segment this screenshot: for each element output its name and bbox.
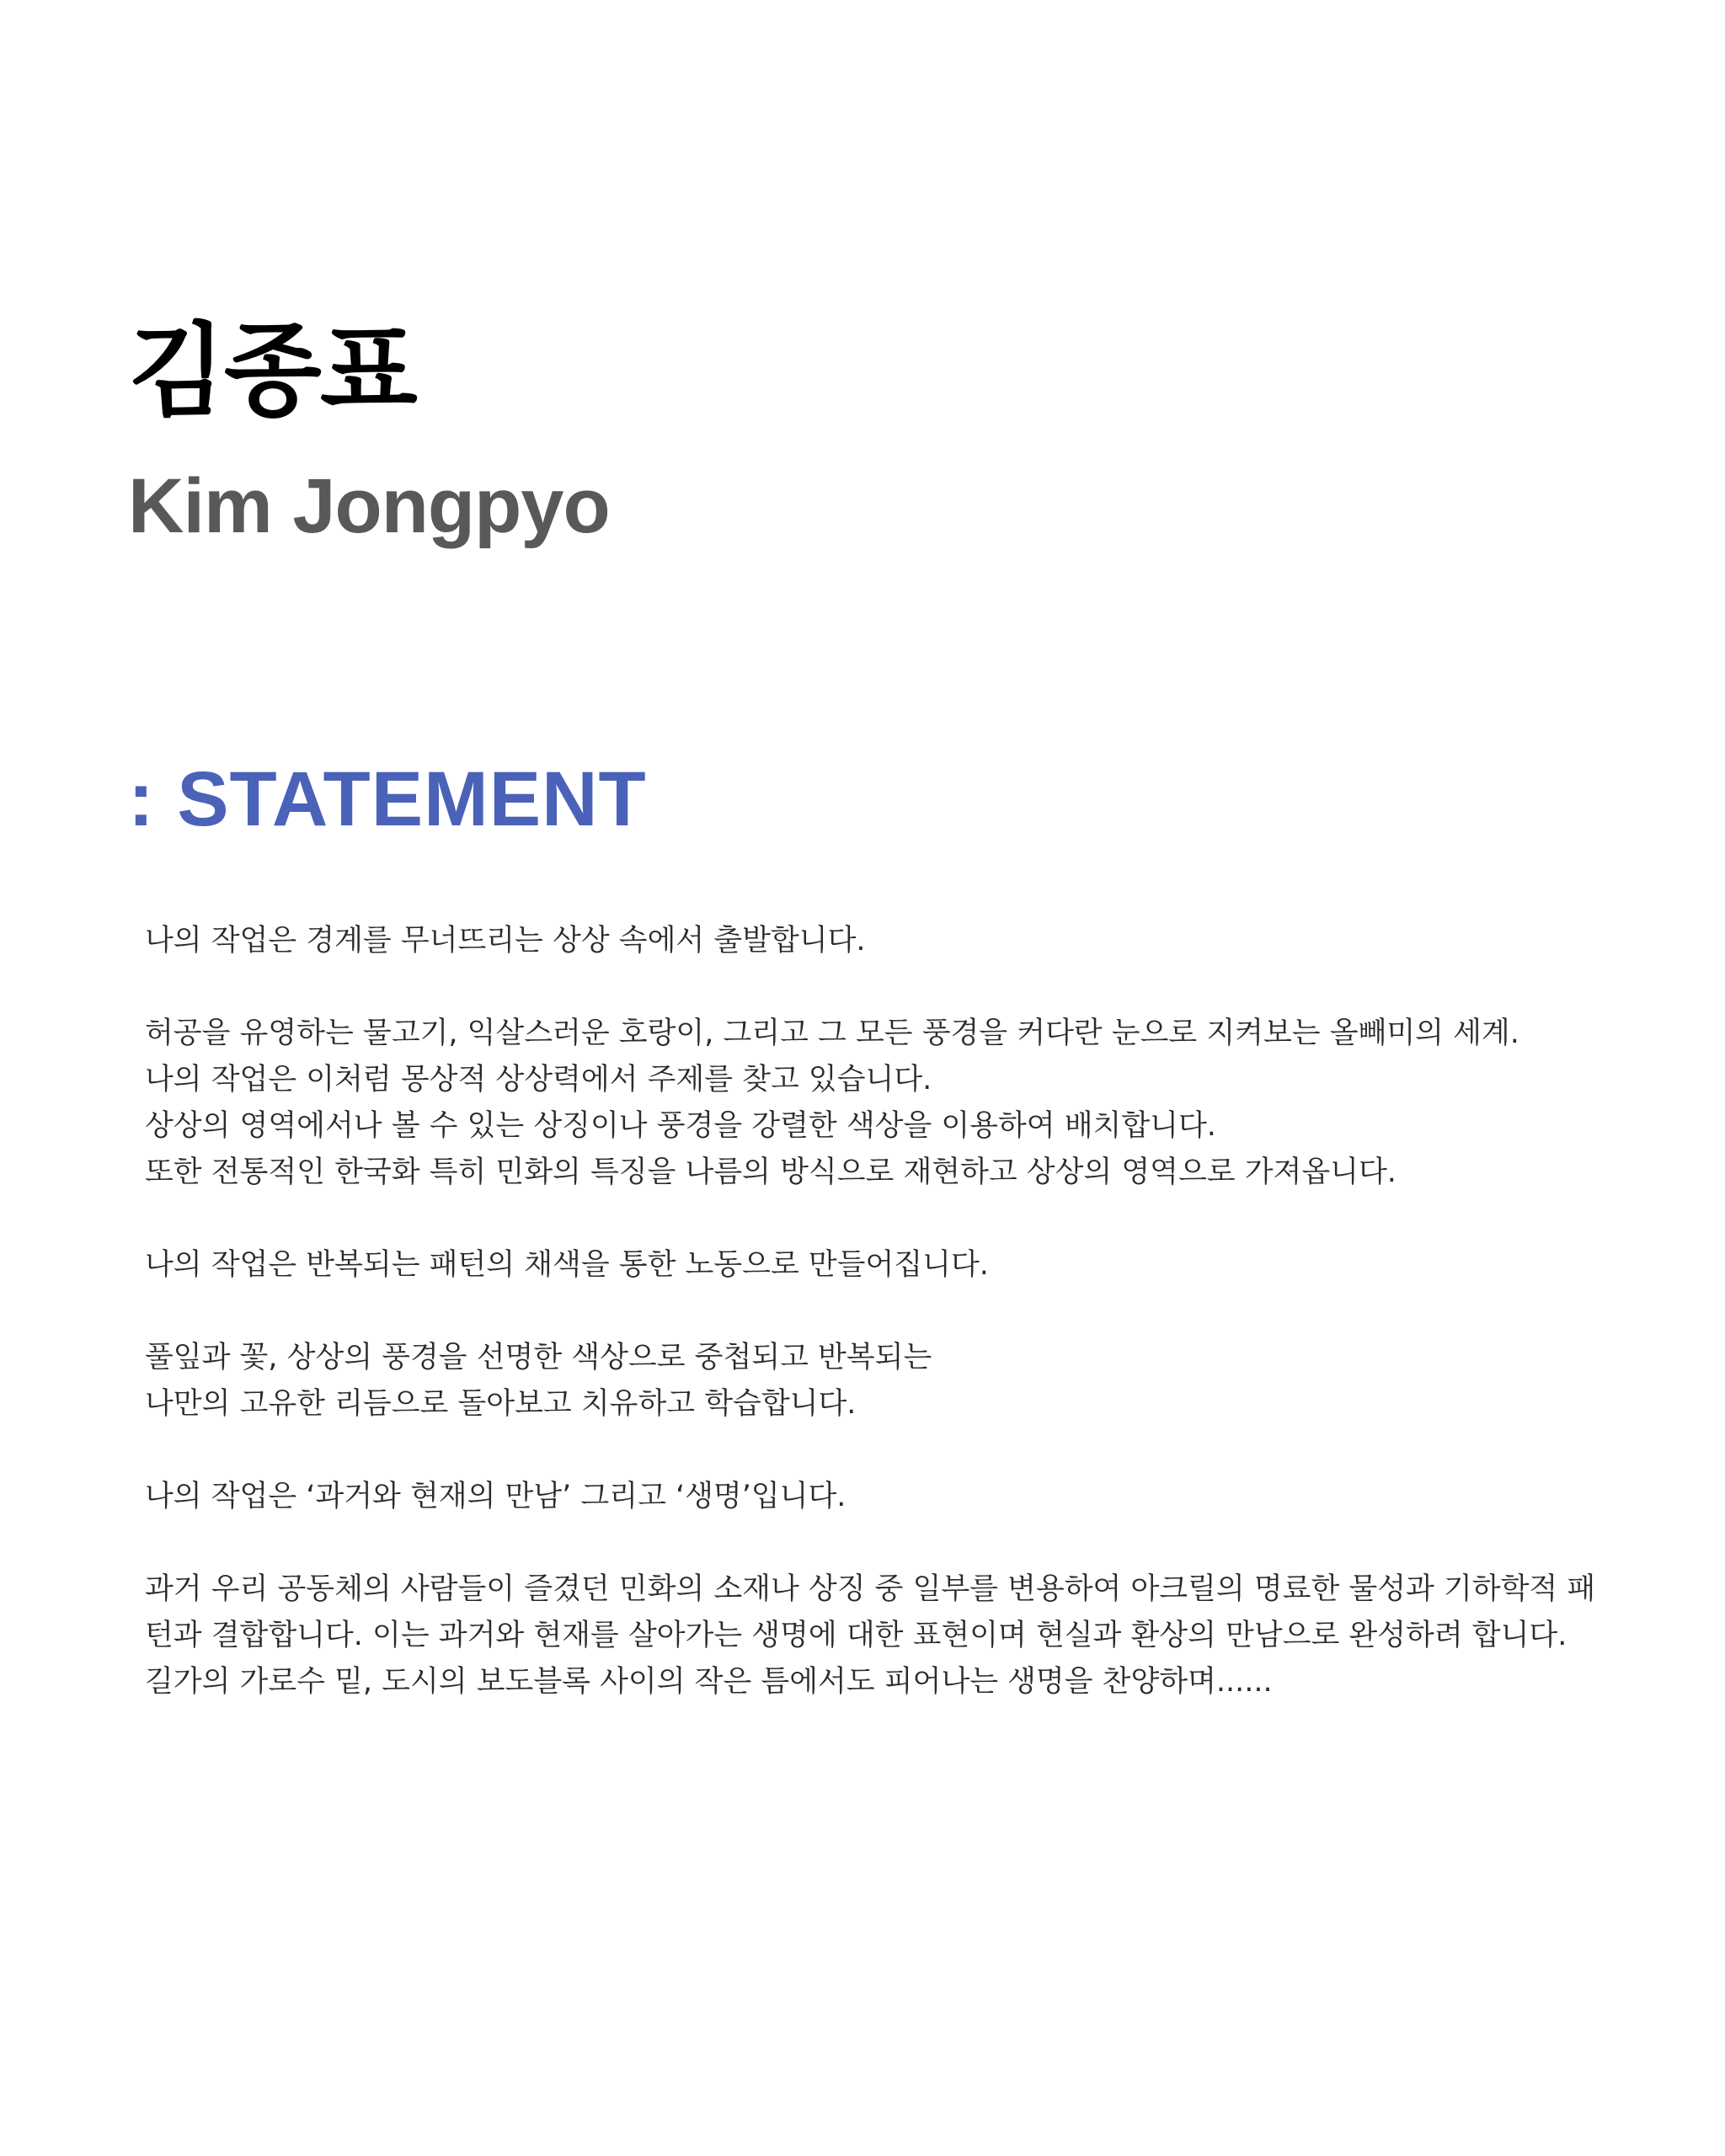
artist-name-korean: 김종표 (128, 313, 416, 430)
statement-line: 턴과 결합합니다. 이는 과거와 현재를 살아가는 생명에 대한 표현이며 현실과 환상의 만남으로 완성하려 합니다. (145, 1619, 1567, 1652)
statement-line: 나만의 고유한 리듬으로 돌아보고 치유하고 학습합니다. (145, 1387, 857, 1421)
statement-heading: : STATEMENT (128, 756, 647, 842)
paragraph-gap (145, 1428, 1661, 1474)
paragraph-gap (145, 1289, 1661, 1335)
statement-line: 과거 우리 공동체의 사람들이 즐겼던 민화의 소재나 상징 중 일부를 변용하여 아크릴의 명료한 물성과 기하학적 패 (145, 1572, 1596, 1606)
statement-line: 나의 작업은 ‘과거와 현재의 만남’ 그리고 ‘생명’입니다. (145, 1480, 846, 1513)
statement-line: 나의 작업은 이처럼 몽상적 상상력에서 주제를 찾고 있습니다. (145, 1063, 932, 1097)
statement-line: 나의 작업은 반복되는 패턴의 채색을 통한 노동으로 만들어집니다. (145, 1248, 989, 1282)
paragraph-gap (145, 1196, 1661, 1242)
paragraph-gap (145, 964, 1661, 1011)
artist-name-english: Kim Jongpyo (128, 463, 610, 549)
statement-line: 풀잎과 꽃, 상상의 풍경을 선명한 색상으로 중첩되고 반복되는 (145, 1341, 932, 1374)
statement-body (145, 918, 1661, 1705)
statement-line: 상상의 영역에서나 볼 수 있는 상징이나 풍경을 강렬한 색상을 이용하여 배치합니다. (145, 1109, 1216, 1143)
statement-line: 허공을 유영하는 물고기, 익살스러운 호랑이, 그리고 그 모든 풍경을 커다란 눈으로 지켜보는 올빼미의 세계. (145, 1017, 1519, 1050)
statement-line: 또한 전통적인 한국화 특히 민화의 특징을 나름의 방식으로 재현하고 상상의 영역으로 가져옵니다. (145, 1155, 1397, 1189)
statement-line: 길가의 가로수 밑, 도시의 보도블록 사이의 작은 틈에서도 피어나는 생명을 찬양하며...... (145, 1665, 1273, 1699)
paragraph-gap (145, 1520, 1661, 1566)
statement-line: 나의 작업은 경계를 무너뜨리는 상상 속에서 출발합니다. (145, 924, 866, 958)
